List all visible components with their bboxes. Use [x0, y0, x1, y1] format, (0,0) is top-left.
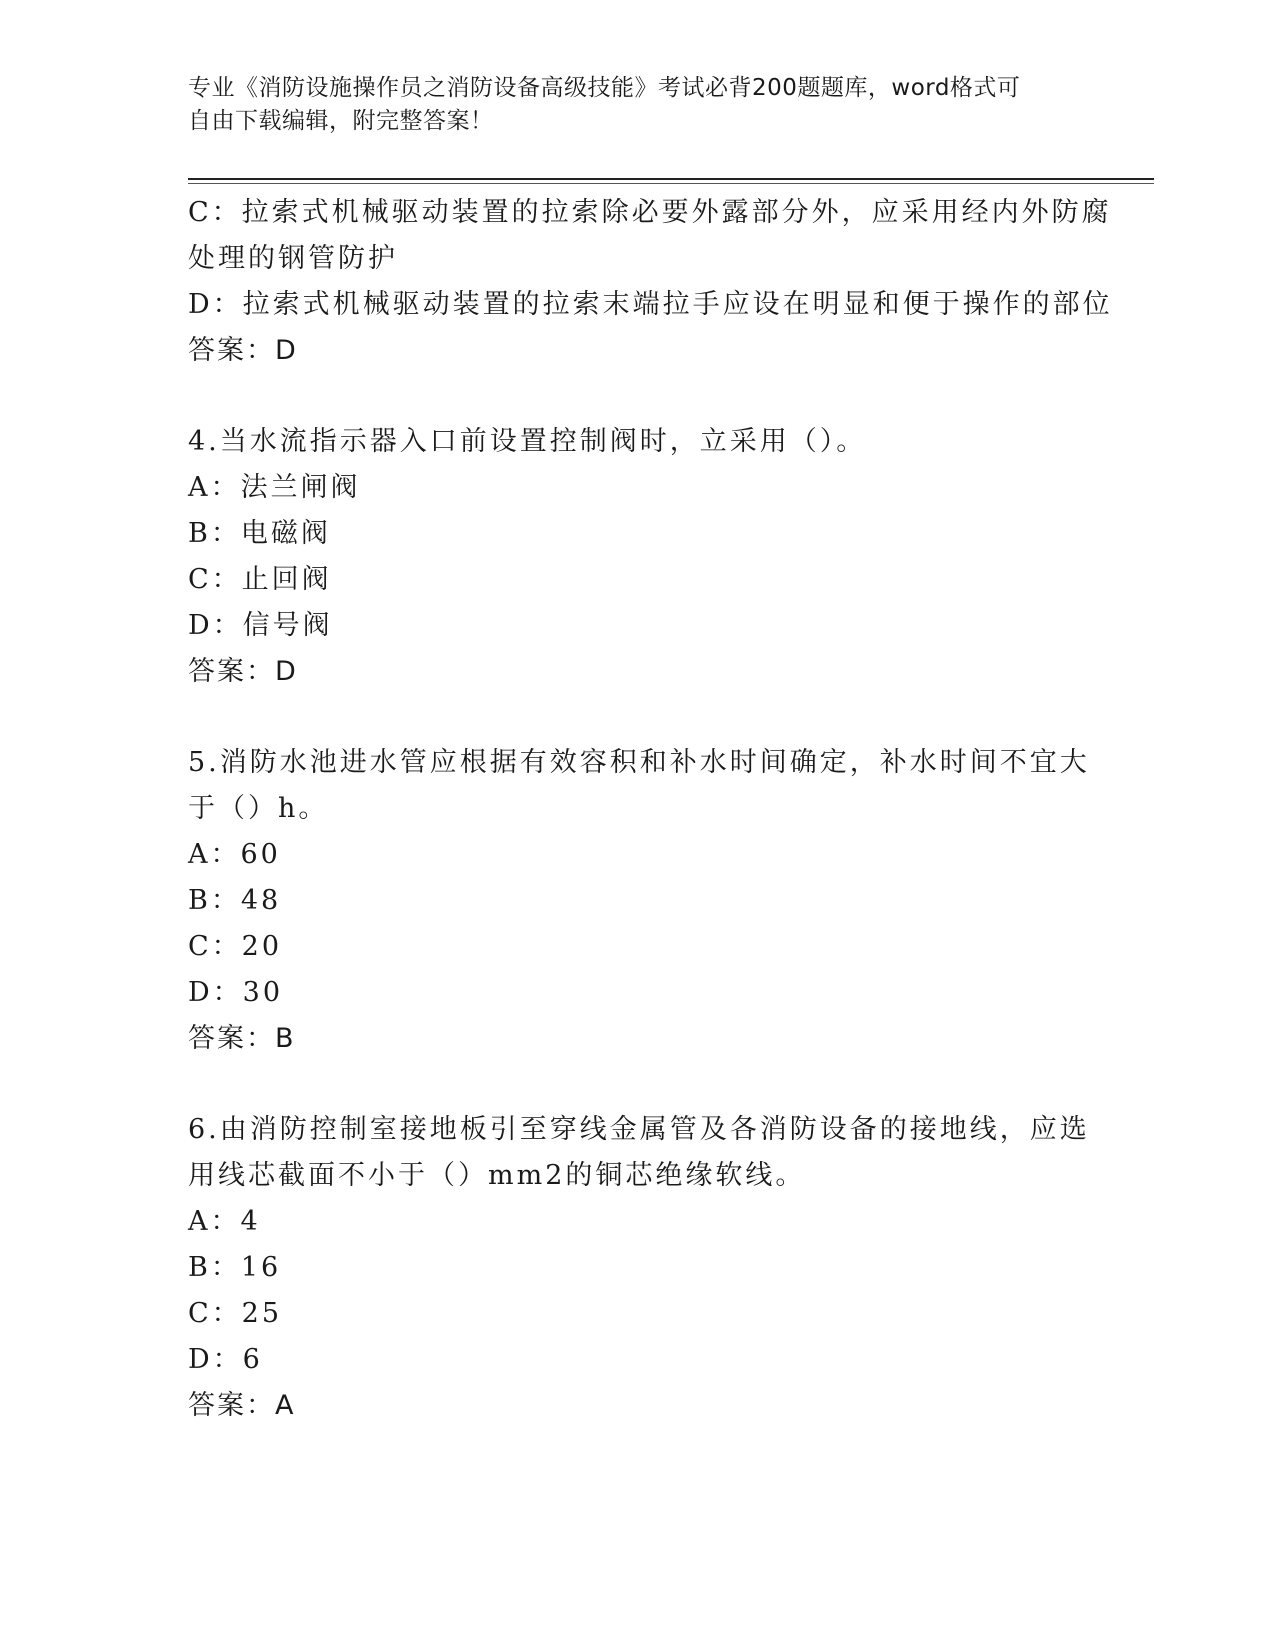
spacer: [188, 1062, 1088, 1107]
answer-6: 答案：A: [188, 1390, 296, 1421]
question-6-stem-line-2: 用线芯截面不小于（）mm2的铜芯绝缘软线。: [188, 1160, 806, 1191]
document-header: [188, 72, 1088, 138]
question-5-stem-line-2: 于（）h。: [188, 793, 329, 824]
question-list: [188, 190, 1113, 1429]
spacer: [188, 695, 1088, 740]
option-c: C：25: [188, 1298, 283, 1329]
option-a: A：4: [188, 1206, 261, 1237]
option-b: B：电磁阀: [188, 518, 331, 549]
question-5-stem-line-1: 5.消防水池进水管应根据有效容积和补水时间确定，补水时间不宜大: [188, 747, 1090, 778]
answer-4: 答案：D: [188, 656, 298, 687]
option-a: A：法兰闸阀: [188, 472, 361, 503]
option-c: C：止回阀: [188, 564, 332, 595]
answer-5: 答案：B: [188, 1023, 296, 1054]
question-4: [188, 419, 1088, 695]
question-6: [188, 1107, 1088, 1429]
question-4-stem: 4.当水流指示器入口前设置控制阀时，立采用（）。: [188, 426, 867, 457]
option-d: D：拉索式机械驱动装置的拉索末端拉手应设在明显和便于操作的部位: [188, 289, 1113, 320]
option-d: D：30: [188, 977, 284, 1008]
option-b: B：16: [188, 1252, 282, 1283]
header-divider-thin: [188, 183, 1154, 184]
option-b: B：48: [188, 885, 282, 916]
option-c: C：20: [188, 931, 283, 962]
header-line-2: 自由下载编辑，附完整答案！: [188, 108, 494, 134]
option-d: D：6: [188, 1344, 263, 1375]
header-line-1: 专业《消防设施操作员之消防设备高级技能》考试必背200题题库，word格式可: [188, 75, 1021, 101]
option-c-line-2: 处理的钢管防护: [188, 243, 398, 274]
answer-3: 答案：D: [188, 335, 298, 366]
question-5: [188, 740, 1088, 1062]
option-a: A：60: [188, 839, 281, 870]
spacer: [188, 374, 1088, 419]
question-6-stem-line-1: 6.由消防控制室接地板引至穿线金属管及各消防设备的接地线，应选: [188, 1114, 1090, 1145]
question-3-tail: [188, 190, 1113, 374]
header-divider-thick: [188, 178, 1154, 180]
option-c-line-1: C：拉索式机械驱动装置的拉索除必要外露部分外，应采用经内外防腐: [188, 197, 1112, 228]
option-d: D：信号阀: [188, 610, 333, 641]
